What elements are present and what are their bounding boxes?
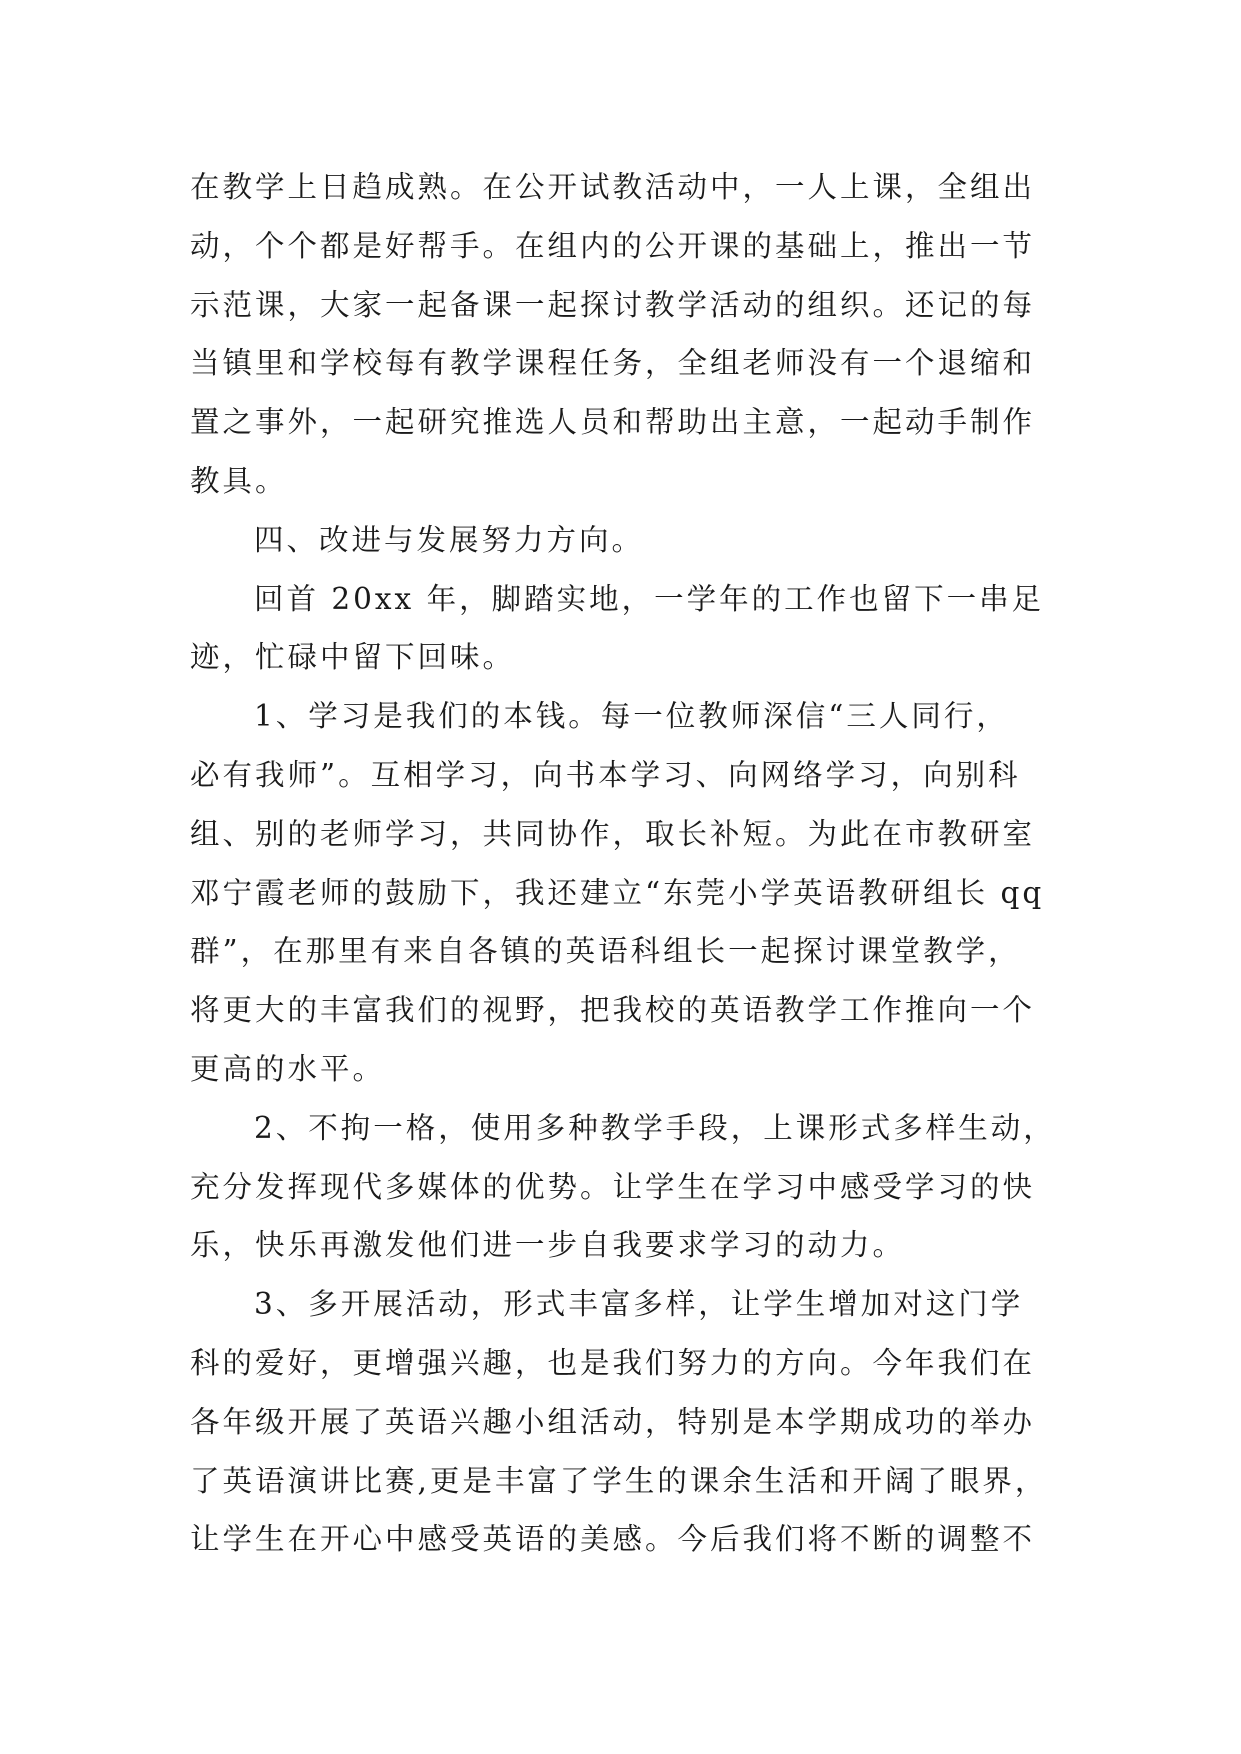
text-line: 乐，快乐再激发他们进一步自我要求学习的动力。 xyxy=(190,1228,906,1263)
text-line: 教具。 xyxy=(190,463,288,498)
text-line: 1、学习是我们的本钱。每一位教师深信“三人同行， xyxy=(254,699,1009,734)
text-line: 科的爱好，更增强兴趣，也是我们努力的方向。今年我们在 xyxy=(190,1345,1036,1380)
text-line: 置之事外，一起研究推选人员和帮助出主意，一起动手制作 xyxy=(190,405,1036,440)
text-line: 示范课，大家一起备课一起探讨教学活动的组织。还记的每 xyxy=(190,287,1036,322)
text-line: 迹，忙碌中留下回味。 xyxy=(190,640,516,675)
text-line: 将更大的丰富我们的视野，把我校的英语教学工作推向一个 xyxy=(190,993,1036,1028)
text-line: 3、多开展活动，形式丰富多样，让学生增加对这门学 xyxy=(254,1287,1024,1322)
text-line: 各年级开展了英语兴趣小组活动，特别是本学期成功的举办 xyxy=(190,1404,1036,1439)
text-line: 动，个个都是好帮手。在组内的公开课的基础上，推出一节 xyxy=(190,228,1036,263)
text-line: 当镇里和学校每有教学课程任务，全组老师没有一个退缩和 xyxy=(190,346,1036,381)
text-line: 在教学上日趋成熟。在公开试教活动中，一人上课，全组出 xyxy=(190,170,1036,204)
text-line: 组、别的老师学习，共同协作，取长补短。为此在市教研室 xyxy=(190,816,1036,851)
text-line: 四、改进与发展努力方向。 xyxy=(254,522,645,557)
text-line: 让学生在开心中感受英语的美感。今后我们将不断的调整不 xyxy=(190,1522,1036,1557)
document-body xyxy=(190,158,1060,1569)
text-line: 群”，在那里有来自各镇的英语科组长一起探讨课堂教学， xyxy=(190,934,1021,969)
text-line: 必有我师”。互相学习，向书本学习、向网络学习，向别科 xyxy=(190,757,1021,792)
text-line: 2、不拘一格，使用多种教学手段，上课形式多样生动， xyxy=(254,1110,1056,1145)
text-line: 回首 20xx 年，脚踏实地，一学年的工作也留下一串足 xyxy=(254,581,1045,616)
text-line: 充分发挥现代多媒体的优势。让学生在学习中感受学习的快 xyxy=(190,1169,1036,1204)
text-line: 了英语演讲比赛,更是丰富了学生的课余生活和开阔了眼界， xyxy=(190,1463,1048,1498)
text-line: 邓宁霞老师的鼓励下，我还建立“东莞小学英语教研组长 qq xyxy=(190,875,1045,910)
text-line: 更高的水平。 xyxy=(190,1051,386,1086)
